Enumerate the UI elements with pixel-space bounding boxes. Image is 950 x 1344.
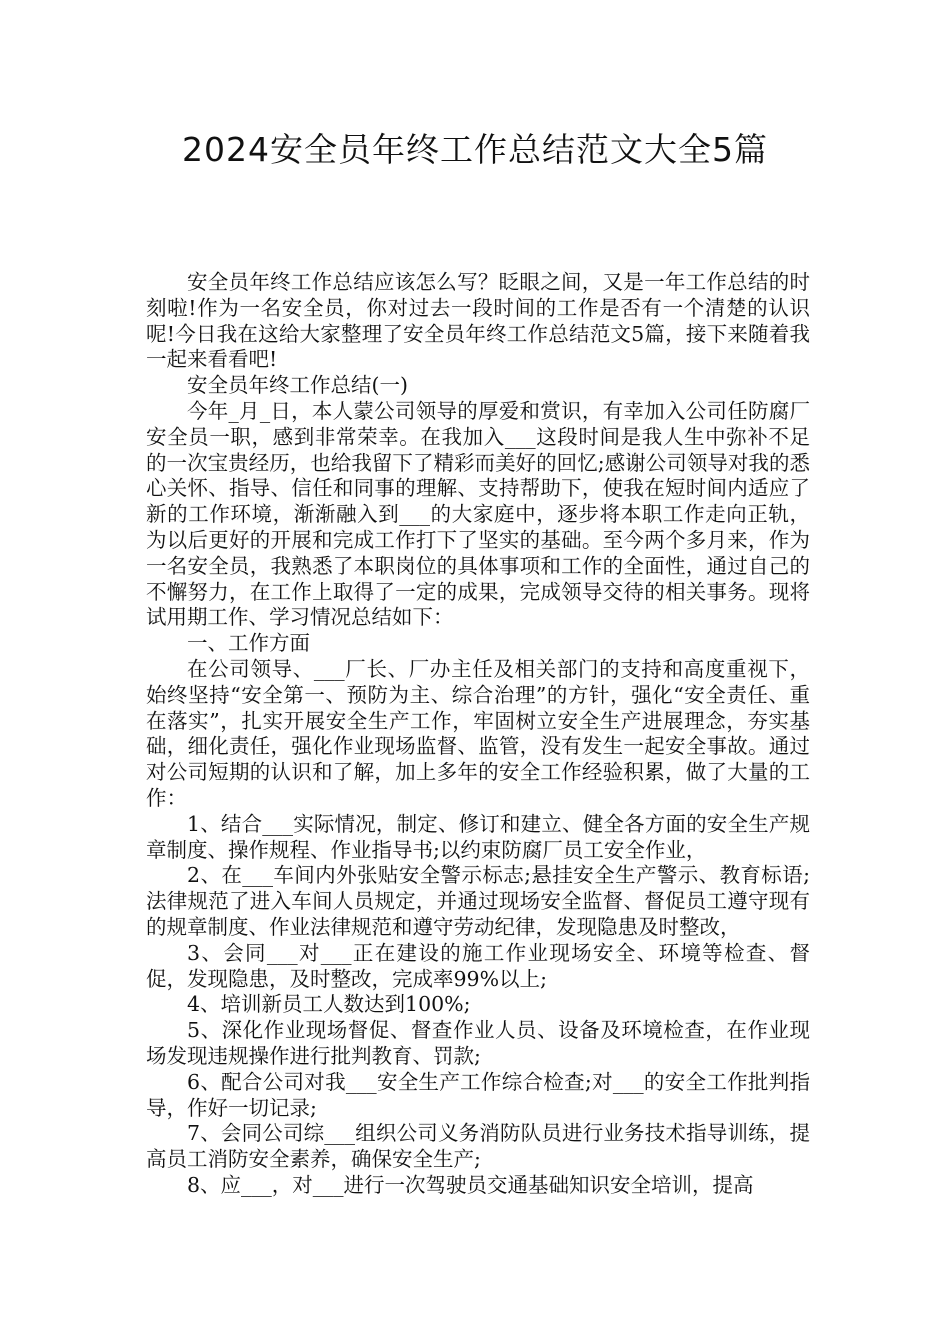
list-item: 3、会同___对___正在建设的施工作业现场安全、环境等检查、督促，发现隐患，及时整改，完成率99%以上; [146,940,810,991]
intro-paragraph: 安全员年终工作总结应该怎么写？眨眼之间，又是一年工作总结的时刻啦!作为一名安全员，你对过去一段时间的工作是否有一个清楚的认识呢!今日我在这给大家整理了安全员年终工作总结范文5篇，接下来随着我一起来看看吧! [146,270,810,372]
list-item: 8、应___，对___进行一次驾驶员交通基础知识安全培训，提高 [187,1172,754,1197]
body-paragraph: 在公司领导、___厂长、厂办主任及相关部门的支持和高度重视下，始终坚持“安全第一、预防为主、综合治理”的方针，强化“安全责任、重在落实”，扎实开展安全生产工作，牢固树立安全生产进展理念，夯实基础，细化责任，强化作业现场监督、监管，没有发生一起安全事故。通过对公司短期的认识和了解，加上多年的安全工作经验积累，做了大量的工作： [146,656,810,810]
list-item: 5、深化作业现场督促、督查作业人员、设备及环境检查，在作业现场发现违规操作进行批判教育、罚款; [146,1018,810,1068]
list-item: 7、会同公司综___组织公司义务消防队员进行业务技术指导训练，提高员工消防安全素养，确保安全生产; [146,1121,810,1172]
section-heading: 安全员年终工作总结(一) [187,373,408,398]
document-body [146,270,810,1199]
document-title: 2024安全员年终工作总结范文大全5篇 [182,130,768,169]
list-item: 1、结合___实际情况，制定、修订和建立、健全各方面的安全生产规章制度、操作规程、作业指导书;以约束防腐厂员工安全作业， [146,811,810,862]
list-item: 4、培训新员工人数达到100%; [187,992,471,1017]
list-item: 6、配合公司对我___安全生产工作综合检查;对___的安全工作批判指导，作好一切记录; [146,1069,810,1120]
subsection-heading: 一、工作方面 [187,631,310,656]
body-paragraph: 今年_月_日，本人蒙公司领导的厚爱和赏识，有幸加入公司任防腐厂安全员一职，感到非常荣幸。在我加入___这段时间是我人生中弥补不足的一次宝贵经历，也给我留下了精彩而美好的回忆;感谢公司领导对我的悉心关怀、指导、信任和同事的理解、支持帮助下，使我在短时间内适应了新的工作环境，渐渐融入到___的大家庭中，逐步将本职工作走向正轨，为以后更好的开展和完成工作打下了坚实的基础。至今两个多月来，作为一名安全员，我熟悉了本职岗位的具体事项和工作的全面性，通过自己的不懈努力，在工作上取得了一定的成果，完成领导交待的相关事务。现将试用期工作、学习情况总结如下： [146,398,810,630]
list-item: 2、在___车间内外张贴安全警示标志;悬挂安全生产警示、教育标语;法律规范了进入车间人员规定，并通过现场安全监督、督促员工遵守现有的规章制度、作业法律规范和遵守劳动纪律，发现隐患及时整改， [146,863,810,939]
